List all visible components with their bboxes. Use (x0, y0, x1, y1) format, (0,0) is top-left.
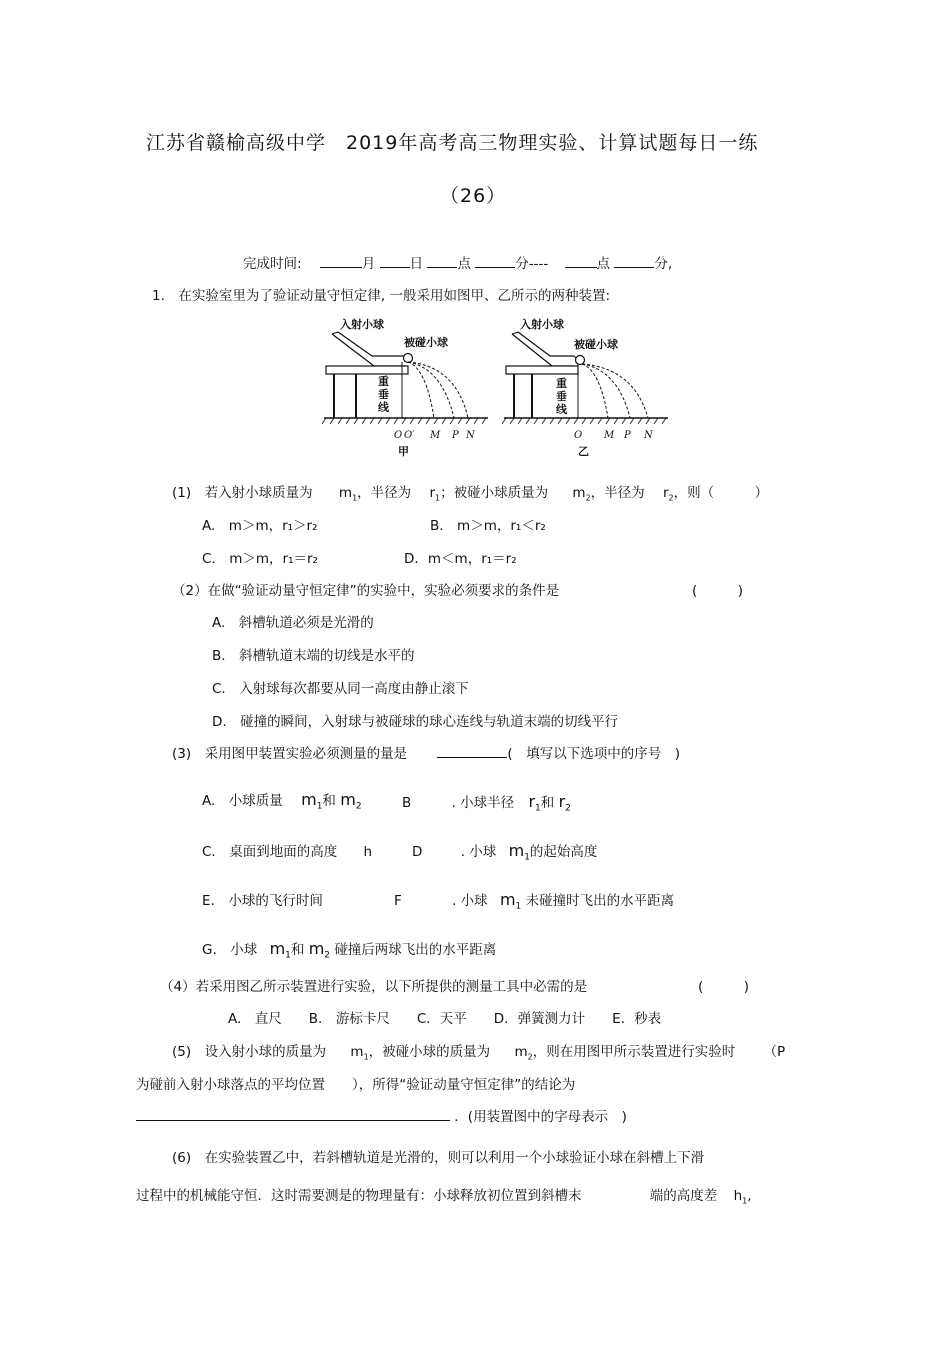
q1p1-r1: r (429, 485, 436, 501)
completion-time-row (243, 252, 672, 272)
q1p5-text-c: ，则在用图甲所示装置进行实验时 (532, 1044, 736, 1060)
q1p3-optC-text: C. 桌面到地面的高度 (202, 844, 338, 860)
hour1-label: 点 (457, 256, 471, 272)
q1p3-option-c (202, 840, 372, 860)
q1p3-optF-text: . 小球 (452, 893, 488, 909)
q1p3-optB-text: . 小球半径 (451, 795, 515, 811)
jia-axis-O-prime: O′ (404, 430, 415, 441)
q1p2-option-c: C. 入射球每次都要从同一高度由静止滚下 (212, 681, 469, 697)
q1p1-option-a: A. m＞m，r₁＞r₂ (202, 518, 318, 534)
q1p3-optB-r1-sub: 1 (535, 803, 541, 814)
q1p1-m1-sub: 1 (352, 493, 358, 503)
q1p3-optC-h: h (363, 844, 373, 860)
q1p3-option-b (402, 791, 571, 814)
q1p1-option-b: B. m＞m，r₁＜r₂ (430, 518, 546, 534)
min1-blank (475, 254, 515, 268)
jia-axis-O: O (394, 430, 403, 441)
jia-axis-N: N (466, 430, 475, 441)
q1p3-option-a (202, 789, 362, 812)
q1p1-text-e: ，则（ ） (673, 485, 769, 501)
q1p3-optD-letter: D (412, 844, 423, 860)
q1p3-stem-text: (3) 采用图甲装置实验必须测量的量是 (172, 746, 408, 762)
q1p4-options: A. 直尺 B. 游标卡尺 C．天平 D．弹簧测力计 E．秒表 (228, 1011, 662, 1027)
q1p3-optF-m-sub: 1 (515, 901, 522, 912)
q1p5-text-a: (5) 设入射小球的质量为 (172, 1044, 327, 1060)
day-blank (380, 254, 410, 268)
q1p3-optB-r2-sub: 2 (565, 803, 571, 814)
hour2-label: 点 (596, 256, 611, 272)
q1p5-line3-text: ．(用装置图中的字母表示 ) (454, 1109, 627, 1125)
figure-yi (502, 314, 672, 460)
jia-plumb-1: 重 (378, 375, 389, 388)
q1p3-optA-m1: m (301, 790, 317, 809)
yi-axis-O: O (574, 430, 583, 441)
q1p1-option-d: D．m＜m，r₁＝r₂ (404, 551, 517, 567)
q1p3-stem-tail: ( 填写以下选项中的序号 ) (507, 746, 680, 762)
q1p1-r2-sub: 2 (668, 493, 674, 503)
q1p6-h: h (733, 1188, 743, 1204)
jia-axis-M: M (430, 430, 441, 441)
q1p3-option-f (394, 889, 674, 912)
q1p3-optF-letter: F (394, 893, 402, 909)
jia-axis-P: P (452, 430, 459, 441)
q1p2-option-a: A. 斜槽轨道必须是光滑的 (212, 615, 374, 631)
q1p1-text-a: (1) 若入射小球质量为 (172, 485, 313, 501)
q1p6-comma: , (747, 1188, 752, 1204)
q1p6-h-sub: 1 (742, 1196, 748, 1206)
q1p3-optG-text: G. 小球 (202, 942, 258, 958)
month-blank (320, 254, 362, 268)
q1p3-optA-m2: m (340, 790, 356, 809)
q1p5-answer-blank (136, 1107, 450, 1121)
q1-part5-line1 (172, 1040, 785, 1062)
q1p3-optD-tail: 的起始高度 (529, 844, 598, 860)
q1p3-optF-m: m (499, 890, 516, 909)
q1p1-m2: m (572, 485, 586, 501)
q1p1-r2: r (662, 485, 669, 501)
page-title-number: （26） (440, 185, 507, 207)
yi-incident-label: 入射小球 (520, 318, 564, 331)
month-label: 月 (361, 256, 376, 272)
q1-part3-stem (172, 742, 680, 762)
q1p1-m2-sub: 2 (585, 493, 591, 503)
q1p1-m1: m (338, 485, 353, 501)
q1p3-optD-text: . 小球 (460, 844, 497, 860)
hour1-blank (427, 254, 457, 268)
q1p3-optB-r1: r (528, 792, 536, 811)
q1p5-text-b: ，被碰小球的质量为 (368, 1044, 491, 1060)
q1p3-optD-m: m (508, 841, 525, 860)
q1-part6-line2 (136, 1184, 752, 1206)
jia-plumb-2: 垂 (378, 388, 389, 401)
q1p3-optG-tail: 碰撞后两球飞出的水平距离 (334, 942, 497, 958)
yi-target-label: 被碰小球 (574, 338, 618, 351)
q1-part6-line1: (6) 在实验装置乙中，若斜槽轨道是光滑的，则可以利用一个小球验证小球在斜槽上下滑 (172, 1150, 705, 1166)
q1p3-optA-text: A. 小球质量 (202, 793, 283, 809)
yi-axis-N: N (644, 430, 653, 441)
min1-label: 分---- (515, 256, 549, 272)
q1p5-text-d: （P (763, 1044, 786, 1060)
q1p3-optB-r2: r (558, 792, 566, 811)
q1p5-m1: m (350, 1044, 364, 1060)
q1p3-answer-blank (437, 744, 507, 758)
q1p1-option-c: C. m＞m，r₁＝r₂ (202, 551, 318, 567)
q1-part4-paren: ( ) (698, 979, 750, 995)
q1p3-optG-and: 和 (290, 942, 305, 958)
q1-part4-stem: （4）若采用图乙所示装置进行实验，以下所提供的测量工具中必需的是 (160, 979, 588, 995)
q1-part5-line2: 为碰前入射小球落点的平均位置 ），所得“验证动量守恒定律”的结论为 (136, 1077, 576, 1093)
yi-plumb-3: 线 (556, 403, 567, 416)
q1p3-optG-m2: m (308, 939, 325, 958)
q1p3-optF-tail: 未碰撞时飞出的水平距离 (525, 893, 675, 909)
q1-part5-line3 (136, 1105, 627, 1125)
yi-axis-P: P (624, 430, 631, 441)
q1p3-optB-letter: B (402, 795, 412, 811)
hour2-blank (565, 254, 597, 268)
jia-caption: 甲 (398, 445, 409, 458)
q1p3-option-g (202, 938, 496, 961)
q1p3-optA-and: 和 (322, 793, 336, 809)
q1-part2-stem: （2）在做“验证动量守恒定律”的实验中，实验必须要求的条件是 (172, 583, 560, 599)
q1p3-optD-m-sub: 1 (524, 852, 530, 863)
q1p2-option-b: B. 斜槽轨道末端的切线是水平的 (212, 648, 415, 664)
q1p6-text-a: 过程中的机械能守恒．这时需要测是的物理量有：小球释放初位置到斜槽末 (136, 1188, 582, 1204)
q1p5-m2-sub: 2 (527, 1052, 533, 1062)
q1p1-text-b: ，半径为 (357, 485, 412, 501)
yi-axis-M: M (604, 430, 615, 441)
yi-plumb-2: 垂 (556, 390, 567, 403)
q1p1-text-c: ；被碰小球质量为 (440, 485, 549, 501)
q1p3-optG-m2-sub: 2 (324, 950, 331, 961)
q1p5-m1-sub: 1 (363, 1052, 369, 1062)
q1p6-text-b: 端的高度差 (649, 1188, 718, 1204)
figure-jia (322, 314, 492, 460)
q1-part2-paren: ( ) (692, 583, 744, 599)
q1p3-optG-m1-sub: 1 (285, 950, 291, 961)
day-label: 日 (409, 256, 424, 272)
q1p3-optA-m1-sub: 1 (316, 801, 323, 812)
yi-plumb-1: 重 (556, 377, 567, 390)
q1p3-option-d (412, 840, 597, 863)
q1p3-optB-and: 和 (540, 795, 555, 811)
q1p5-m2: m (514, 1044, 528, 1060)
q1p3-optG-m1: m (269, 939, 286, 958)
question-1-stem: 1. 在实验室里为了验证动量守恒定律, 一般采用如图甲、乙所示的两种装置: (152, 288, 611, 304)
jia-plumb-3: 线 (378, 401, 389, 414)
q1p3-optA-m2-sub: 2 (355, 801, 362, 812)
q1p3-option-e: E. 小球的飞行时间 (202, 893, 323, 909)
min2-blank (614, 254, 654, 268)
jia-incident-label: 入射小球 (340, 318, 384, 331)
q1p2-option-d: D. 碰撞的瞬间，入射球与被碰球的球心连线与轨道末端的切线平行 (212, 714, 619, 730)
q1-part1-stem (172, 481, 768, 503)
page-title: 江苏省赣榆高级中学 2019年高考高三物理实验、计算试题每日一练 (146, 132, 759, 154)
q1p1-text-d: ，半径为 (590, 485, 645, 501)
jia-target-label: 被碰小球 (404, 336, 448, 349)
min2-label: 分, (654, 256, 673, 272)
completion-label: 完成时间: (243, 256, 302, 272)
yi-caption: 乙 (578, 445, 589, 458)
q1p1-r1-sub: 1 (435, 493, 441, 503)
